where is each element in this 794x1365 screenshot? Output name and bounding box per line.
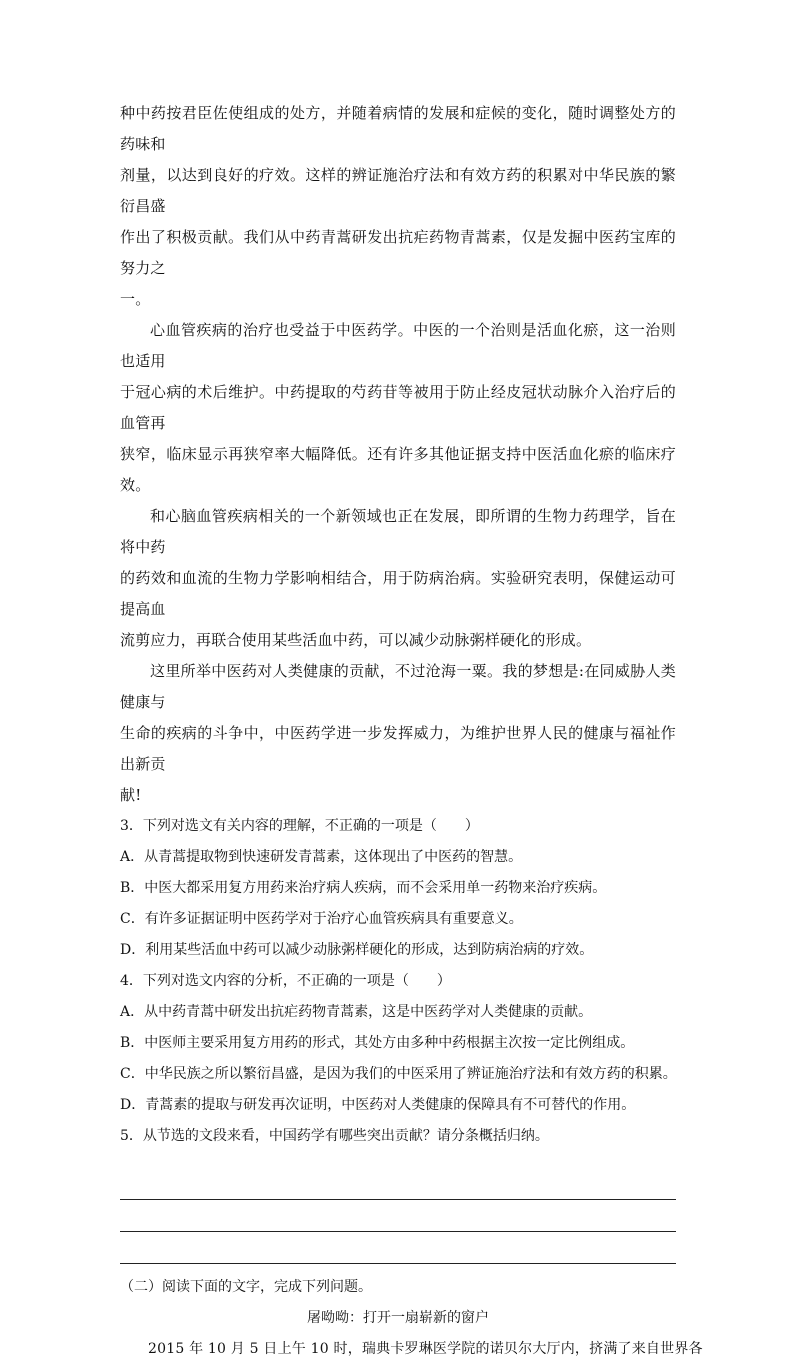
passage-line: 流剪应力，再联合使用某些活血中药，可以减少动脉粥样硬化的形成。 [120,631,592,649]
question-3 [120,811,676,966]
article-first-line: 2015 年 10 月 5 日上午 10 时，瑞典卡罗琳医学院的诺贝尔大厅内，挤满了来自世界各 [148,1341,703,1357]
question-4-option-a[interactable]: A．从中药青蒿中研发出抗疟药物青蒿素，这是中医药学对人类健康的贡献。 [120,1004,593,1020]
passage-line: 一。 [120,290,151,308]
answer-line[interactable] [120,1168,676,1200]
passage-paragraph-3 [120,501,676,656]
passage-line: 的药效和血流的生物力学影响相结合，用于防病治病。实验研究表明，保健运动可提高血 [120,569,676,618]
passage-paragraph-1 [120,98,676,315]
question-3-option-b[interactable]: B．中医大都采用复方用药来治疗病人疾病，而不会采用单一药物来治疗疾病。 [120,880,607,896]
passage-paragraph-2 [120,315,676,501]
question-4 [120,966,676,1121]
question-4-stem: 4．下列对选文内容的分析，不正确的一项是（ ） [120,973,451,989]
passage-line: 献! [120,786,142,804]
question-4-option-c[interactable]: C．中华民族之所以繁衍昌盛，是因为我们的中医采用了辨证施治疗法和有效方药的积累。 [120,1066,677,1082]
question-3-option-a[interactable]: A．从青蒿提取物到快速研发青蒿素，这体现出了中医药的智慧。 [120,849,523,865]
question-3-option-c[interactable]: C．有许多证据证明中医药学对于治疗心血管疾病具有重要意义。 [120,911,523,927]
question-4-option-d[interactable]: D．青蒿素的提取与研发再次证明，中医药对人类健康的保障具有不可替代的作用。 [120,1097,636,1113]
section-2-heading: （二）阅读下面的文字，完成下列问题。 [120,1279,372,1295]
passage-line: 这里所举中医药对人类健康的贡献，不过沧海一粟。我的梦想是:在同威胁人类健康与 [120,662,676,711]
passage-paragraph-4 [120,656,676,811]
question-4-option-b[interactable]: B．中医师主要采用复方用药的形式，其处方由多种中药根据主次按一定比例组成。 [120,1035,635,1051]
answer-line[interactable] [120,1232,676,1264]
passage-line: 和心脑血管疾病相关的一个新领域也正在发展，即所谓的生物力药理学，旨在将中药 [120,507,676,556]
passage-line: 于冠心病的术后维护。中药提取的芍药苷等被用于防止经皮冠状动脉介入治疗后的血管再 [120,383,676,432]
answer-line[interactable] [120,1200,676,1232]
question-5-stem: 5．从节选的文段来看，中国药学有哪些突出贡献？请分条概括归纳。 [120,1128,549,1144]
passage-line: 作出了积极贡献。我们从中药青蒿研发出抗疟药物青蒿素，仅是发掘中医药宝库的努力之 [120,228,676,277]
passage-line: 心血管疾病的治疗也受益于中医药学。中医的一个治则是活血化瘀，这一治则也适用 [120,321,676,370]
question-5 [120,1121,676,1264]
page-content [120,98,703,1365]
passage-line: 种中药按君臣佐使组成的处方，并随着病情的发展和症候的变化，随时调整处方的药味和 [120,104,676,153]
question-3-stem: 3．下列对选文有关内容的理解，不正确的一项是（ ） [120,818,479,834]
article-title: 屠呦呦：打开一扇崭新的窗户 [307,1310,489,1326]
passage-line: 剂量，以达到良好的疗效。这样的辨证施治疗法和有效方药的积累对中华民族的繁衍昌盛 [120,166,676,215]
answer-area[interactable] [120,1168,676,1264]
passage-line: 狭窄，临床显示再狭窄率大幅降低。还有许多其他证据支持中医活血化瘀的临床疗效。 [120,445,676,494]
passage-line: 生命的疾病的斗争中，中医药学进一步发挥威力，为维护世界人民的健康与福祉作出新贡 [120,724,676,773]
question-3-option-d[interactable]: D．利用某些活血中药可以减少动脉粥样硬化的形成，达到防病治病的疗效。 [120,942,594,958]
